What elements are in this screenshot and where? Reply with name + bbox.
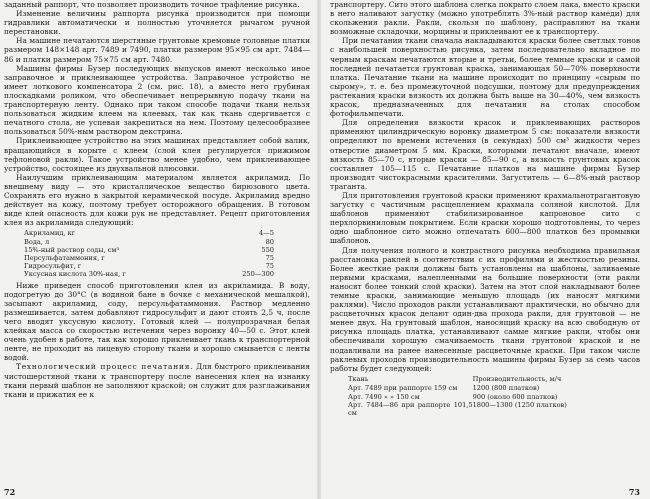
recipe-amount: 80 [265,237,274,246]
recipe-row [24,270,274,278]
recipe-ingredient: 15%-ный раствор соды, см³ [24,245,120,254]
table-row [330,384,640,392]
page-number: 73 [628,486,640,497]
paragraph: На машине печатаются шерстяные грунтовые кремовые головные платки размером 148×148 арт. 7489 и 7490, платки размером 95×95 см арт. 7484—86 и платки размером 75×75 см арт. 7480. [4,36,310,64]
recipe-ingredient: Гидросульфит, г [24,262,82,271]
page-number: 72 [4,486,16,497]
left-page [4,0,310,499]
book-gutter [317,0,321,499]
paragraph: Для приготовления грунтовой краски применяют крахмальнотрагантовую загустку с частичным расщеплением крахмала соляной кислотой. Для шаблонов применяют стабилизированное капроновое сито с перхлорвиниловым покрытием. Если краски хорошо подготовлены, то через одно шаблонное сито можно отпечатать 600—800 платков без промывки шаблонов. [330,190,640,246]
table-cell-fabric: Арт. 7489 при раппорте 159 см [348,384,458,393]
recipe-amount: 75 [265,262,274,271]
recipe-row [24,262,274,270]
paragraph: Для определения вязкости красок и приклеивающих растворов применяют цилиндрическую воронку диаметром 5 см: показатели вязкости определяют по времени истечения (в секундах) 500 см³ жидкости через отверстие диаметром 5 мм. Краски, которыми печатают вначале, имеют вязкость 85—70 с, вторые краски — 85—90 с, а вязкость грунтовых красок составляет 105—115 с. Печатание платков на машине фирмы Бузер производят чистокрасными красителями. Загуститель — 6—8%-ный раствор траганта. [330,118,640,191]
column-header-productivity: Производительность, м/ч [472,374,562,383]
paragraph: Наилучшим приклеивающим материалом является акриламид. По внешнему виду — это кристаллическое вещество бирюзового цвета. Сохранять его нужно в закрытой керамической посуде. Акриламид вредно действует на кожу, поэтому требует осторожного обращения. В готовом виде клей опасность для кожи рук не представляет. Рецепт приготовления клея из акриламида следующий: [4,172,310,228]
table-cell-fabric: Арт. 7484—86 при раппорте 101,5 см [348,401,473,418]
column-header-fabric: Ткань [348,374,369,383]
paragraph: Для получения полного и контрастного рисунка необходима правильная расстановка раклей в соответствии с их профилями и жесткостью резины. Более жесткие ракли должны быть установлены на шаблоны, заливаемые первыми красками, налепленными на большие поверхности (эти ракли наносят более тонкий слой краски). Затем на этот слой накладывают более темные краски, занимающие меньшую площадь (их наносят мягкими раклями). Число проходов ракли устанавливают практически, но обычно для расцветочных красок делают один-два прохода ракли, для грунтовой — не менее двух. На грунтовый шаблон, наносящий краску на всю свободную от рисунка площадь платка, устанавливают самые мягкие ракли, чтобы они обеспечивали хорошую смачиваемость ткани грунтовой краской и не подавливали на ранее нанесенные расцветочные краски. При таком числе раклевых проходов производительность машины фирмы Бузер за семь часов работы будет следующей: [330,245,640,373]
paragraph: Приклеивающее устройство на этих машинах представляет собой валик, вращающийся в корыте с клеем (слой клея регулируется прижимом тефлоновой ракли). Такое устройство менее удобно, чем приклеивающее устройство, состоящее из двухвальной плюсовки. [4,136,310,173]
recipe-row [24,238,274,246]
paragraph: При печатании ткани сначала накладываются краски более светлых тонов с наибольшей поверхностью рисунка, затем последовательно вкладное по черным краскам печатаются вторые и третьи, более темные краски и самой последней печатается грунтовая краска, занимающая 50—70% поверхности платка. Печатание ткани на машине происходит по принципу «сырым по сырому», т. е. без промежуточной подсушки, поэтому для предупреждения растекания краски вязкость их должна быть выше на 30—40%, чем вязкость красок, предназначенных для печатания на столах способом фотофильмпечати. [330,36,640,119]
paragraph: Изменение величины раппорта рисунка производится при помощи гидравлики автоматически и полностью уточняется рычагом ручной перестановки. [4,9,310,37]
recipe-amount: 75 [265,253,274,262]
table-row [330,401,640,418]
recipe-ingredient: Акриламид, кг [24,229,76,238]
productivity-table [330,375,640,418]
paragraph: Ниже приведен способ приготовления клея из акриламида. В воду, подогретую до 30°С (в водяной бане в бочке с механической мешалкой), засыпают акриламид, соду, персульфатаммония. Раствор медленно размешивается, затем добавляют гидросульфит и дают стоять 2,5 ч, после чего вводят уксусную кислоту. Готовый клей — полупрозрачная белая клейкая масса со скоростью истечения через воронку 40—50 с. Этот клей очень удобен в работе, так как хорошо приклеивает ткань к транспортерной ленте, не проходит на лицевую сторону ткани и хорошо смывается с ленты водой. [4,280,310,363]
paragraph: заданный раппорт, что позволяет производить точное трафление рисунка. [4,0,300,9]
paragraph: Машины фирмы Бузер последующих выпусков имеют несколько иное заправочное и приклеивающее устройства. Заправочное устройство не имеет лоткового компенсатора 2 (см. рис. 18), а вместо него грубиная плоскадками роликом, что обеспечивает непрерывную подачу ткани на транспортерную ленту. Однако при таком способе подачи ткани нельзя пользоваться жидким клеем на клеевых, так как ткань сдергивается с печатного стола, не успевая закрепиться на нем. Поэтому целесообразнее пользоваться 50%-ным раствором декстрина. [4,63,310,137]
table-header-row [330,375,640,384]
recipe-amount: 550 [261,245,274,254]
recipe-ingredient: Персульфатаммония, г [24,253,105,262]
recipe-row [24,246,274,254]
table-cell-productivity: 1200 (800 платков) [472,384,540,393]
right-page [330,0,640,499]
recipe-amount: 4—5 [259,229,274,238]
paragraph-text: Для быстрого приклеивания чистошерстяной ткани к транспортеру после нанесения клея на изнанку ткани первый шаблон не заполняют краской; он служит для разглаживания ткани и прижатия ее к [4,362,310,399]
recipe-row [24,254,274,262]
recipe-ingredient: Вода, л [24,237,50,246]
paragraph [4,362,310,398]
recipe-list [24,229,274,278]
table-cell-productivity: 900 (около 600 платков) [472,392,558,401]
paragraph: транспортеру. Сито этого шаблона слегка покрыто слоем лака, вместо краски в него наливают загустку (можно употреблять 3%-ный раствор камеди) для скольжения ракли. Ракли, скользя по шаблону, расправляют на ткани возможные складочки, морщины и приклеивают ее к транспортеру. [330,0,640,37]
recipe-row [24,229,274,237]
section-heading: Технологический процесс печатания. [16,362,194,372]
table-cell-productivity: 1800—1300 (1250 платков) [472,401,567,410]
recipe-amount: 250—300 [242,270,274,279]
recipe-ingredient: Уксусная кислота 30%-ная, г [24,270,126,279]
table-row [330,393,640,401]
table-cell-fabric: Арт. 7490 » » 150 см [348,392,420,401]
